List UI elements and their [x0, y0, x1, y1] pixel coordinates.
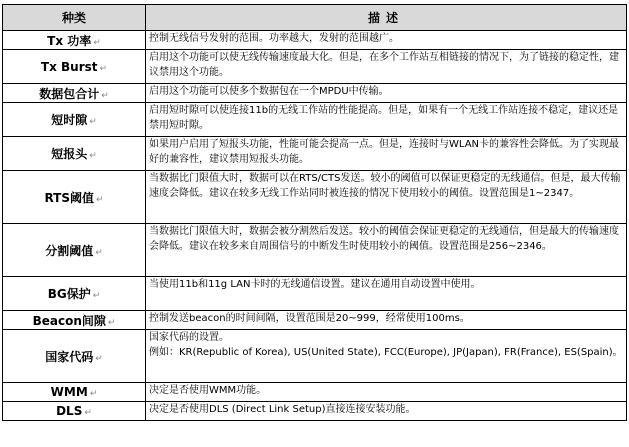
row-description: 当数据比门限值大时，数据会被分割然后发送。较小的阈值会保证更稳定的无线通信，但是最大的传输速度会降低。建议在较多来自周围信号的中断发生时使用较小的阈值。设置范围是256~2346。	[146, 224, 627, 277]
table-row	[3, 224, 627, 277]
table-row	[3, 402, 627, 421]
row-name: RTS阈值 ↵	[3, 171, 146, 224]
row-description: 决定是否使用DLS (Direct Link Setup)直接连接安装功能。	[146, 402, 627, 421]
row-name: 数据包合计 ↵	[3, 84, 146, 103]
row-description-line2: 例如：KR(Republic of Korea), US(United State), FCC(Europe), JP(Japan), FR(France), ES(Spain)。	[149, 347, 623, 358]
table-row	[3, 330, 627, 383]
row-name: 国家代码 ↵	[3, 330, 146, 383]
header-description: 描述	[146, 5, 627, 31]
table-row	[3, 171, 627, 224]
table-row	[3, 137, 627, 171]
table-header-row	[3, 5, 627, 31]
row-description: 当使用11b和11g LAN卡时的无线通信设置。建议在通用自动设置中使用。	[146, 277, 627, 311]
row-name: 短报头 ↵	[3, 137, 146, 171]
table-row	[3, 84, 627, 103]
row-name: DLS ↵	[3, 402, 146, 421]
table-row	[3, 277, 627, 311]
row-name: WMM ↵	[3, 383, 146, 402]
row-name: Tx Burst ↵	[3, 50, 146, 84]
row-description: 如果用户启用了短报头功能，性能可能会提高一点。但是，连接时与WLAN卡的兼容性会降低。为了实现最好的兼容性，建议禁用短报头功能。	[146, 137, 627, 171]
table-row	[3, 311, 627, 330]
row-name: BG保护 ↵	[3, 277, 146, 311]
table-row	[3, 103, 627, 137]
row-description: 启用短时隙可以使连接11b的无线工作站的性能提高。但是，如果有一个无线工作站连接不稳定，建议还是禁用短时隙。	[146, 103, 627, 137]
row-name: 分割阈值 ↵	[3, 224, 146, 277]
row-description: 启用这个功能可以使多个数据包在一个MPDU中传输。	[146, 84, 627, 103]
row-description: 控制无线信号发射的范围。功率越大，发射的范围越广。	[146, 31, 627, 50]
table-row	[3, 383, 627, 402]
table	[2, 4, 627, 421]
row-description: 决定是否使用WMM功能。	[146, 383, 627, 402]
table-row	[3, 50, 627, 84]
row-description	[146, 330, 627, 383]
row-description-line1: 国家代码的设置。	[149, 332, 229, 343]
row-name: 短时隙 ↵	[3, 103, 146, 137]
row-description: 当数据比门限值大时，数据可以在RTS/CTS发送。较小的阈值可以保证更稳定的无线通信。但是，最大传输速度会降低。建议在较多无线工作站同时被连接的情况下使用较小的阈值。设置范围是1~2347。	[146, 171, 627, 224]
row-name: Tx 功率 ↵	[3, 31, 146, 50]
row-description: 启用这个功能可以使无线传输速度最大化。但是，在多个工作站互相链接的情况下，为了链接的稳定性，建议禁用这个功能。	[146, 50, 627, 84]
row-name: Beacon间隙 ↵	[3, 311, 146, 330]
feature-description-table	[2, 4, 626, 421]
header-type: 种类	[3, 5, 146, 31]
table-row	[3, 31, 627, 50]
row-description: 控制发送beacon的时间间隔，设置范围是20~999，经常使用100ms。	[146, 311, 627, 330]
